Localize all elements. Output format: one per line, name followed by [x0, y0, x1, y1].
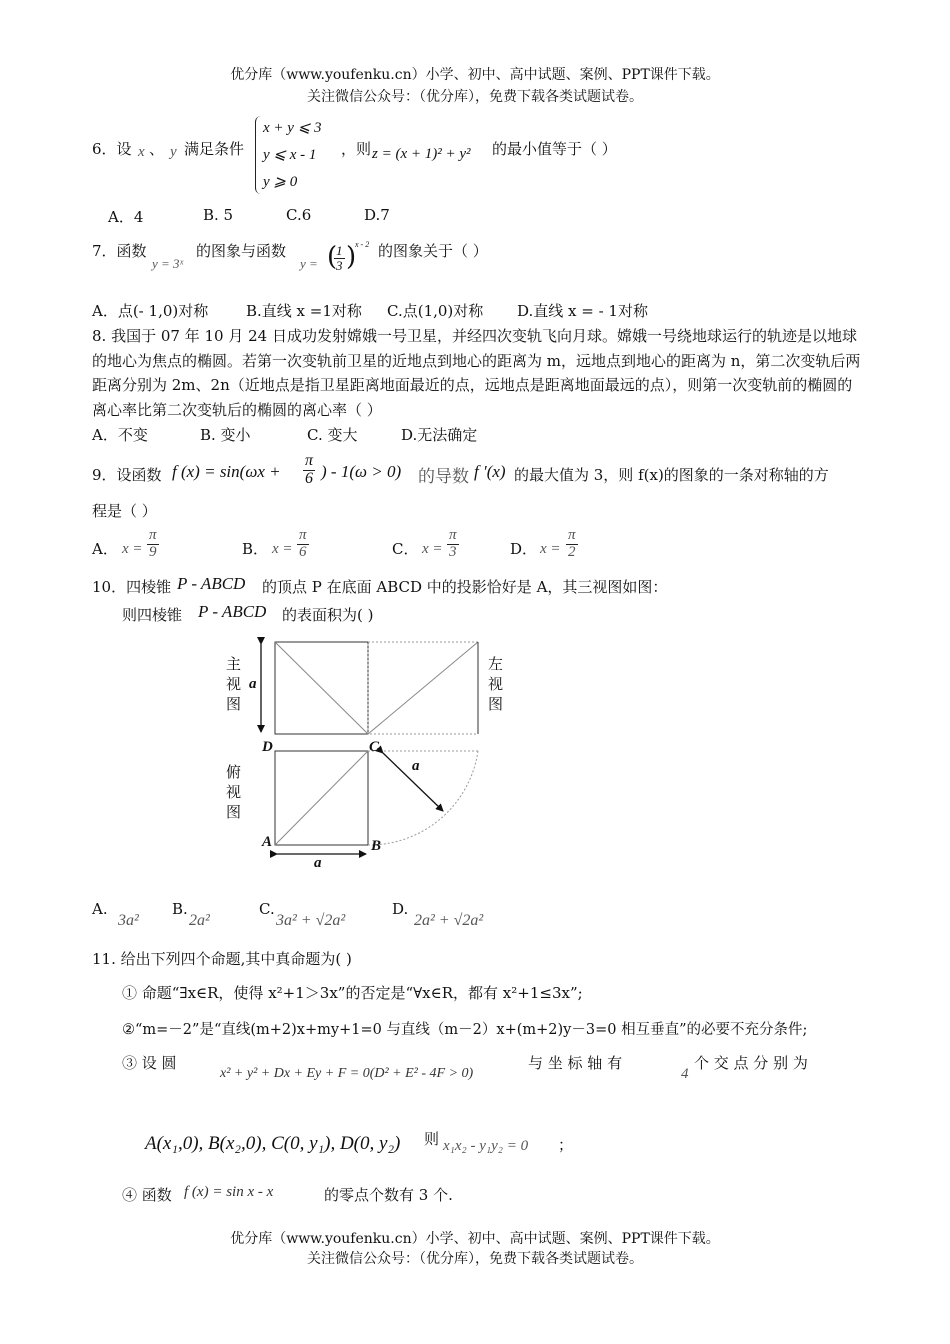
q7-f2-numerator: 1 [336, 243, 343, 258]
q9-prefix: 9．设函数 [92, 466, 162, 484]
quarter-arc [368, 751, 478, 845]
q11-p4-function: f (x) = sin x - x [184, 1184, 274, 1200]
label-a-radius: a [412, 758, 420, 774]
q7-f2-denominator: 3 [336, 257, 343, 273]
q6-expression: z = (x + 1)² + y² [372, 146, 471, 162]
footer-line-2: 关注微信公众号：（优分库），免费下载各类试题试卷。 [307, 1251, 643, 1267]
q11-p4-suffix: 的零点个数有 3 个. [324, 1186, 453, 1204]
q10-line2-suffix: 的表面积为( ) [282, 606, 374, 624]
q9-line-2: 程是（ ） [92, 502, 157, 520]
q9-option-a-frac [147, 528, 159, 561]
q6-option-d: D.7 [364, 206, 390, 224]
header-line-1: 优分库（www.youfenku.cn）小学、初中、高中试题、案例、PPT课件下载。 [230, 67, 720, 83]
q9-b-num: π [299, 527, 307, 543]
q8-option-d: D.无法确定 [401, 426, 478, 444]
q6-condition-2: y ⩽ x - 1 [263, 147, 317, 163]
q9-option-a-lhs: x = [122, 541, 143, 557]
q9-f-denominator: 6 [305, 469, 313, 487]
q6-prefix: 6．设 [92, 140, 132, 158]
q10-option-a-expr: 3a² [118, 912, 139, 929]
q8-option-c: C. 变大 [307, 426, 358, 444]
vertex-a-label: A [262, 834, 273, 850]
q9-b-den: 6 [299, 543, 307, 560]
top-view-label: 俯视图 [226, 763, 242, 821]
q10-line1-prefix: 10．四棱锥 [92, 578, 172, 596]
q7-prefix: 7．函数 [92, 242, 147, 260]
q10-option-c-expr: 3a² + √2a² [276, 912, 346, 929]
q9-derivative: f ′(x) [474, 462, 506, 481]
q11-proposition-2: ②“m=－2”是“直线(m+2)x+my+1=0 与直线（m－2）x+(m+2)y－3=0 相互垂直”的必要不充分条件; [122, 1022, 808, 1038]
q7-option-c: C.点(1,0)对称 [387, 302, 484, 320]
q8-text: 8. 我国于 07 年 10 月 24 日成功发射嫦娥一号卫星，并经四次变轨飞向月球。嫦娥一号绕地球运行的轨迹是以地球的地心为焦点的椭圆。若第一次变轨前卫星的近地点到地心的距离为 m，远地点到地心的距离为 n，第二次变轨后两距离分别为 2m、2n（近地点是指卫星距离地面最近的点，远地点是距离地面最远的点），则第一次变轨前的椭圆的离心率比第二次变轨后的椭圆的离心率（ ） [92, 327, 861, 419]
q11-p3-part-a: ③ 设 圆 [122, 1054, 177, 1072]
q6-cond-text: 满足条件 [184, 140, 245, 158]
label-a-horizontal: a [314, 855, 322, 871]
q11-p3-part-c: 个 交 点 分 别 为 [694, 1054, 808, 1072]
q9-option-c-lhs: x = [422, 541, 443, 557]
q7-paren-right: ) [346, 242, 357, 272]
q9-option-c-frac [447, 528, 459, 561]
q11-p3-equation: x² + y² + Dx + Ey + F = 0(D² + E² - 4F > 0) [220, 1066, 474, 1081]
q7-option-a: A．点(- 1,0)对称 [92, 302, 209, 320]
q9-fraction [303, 453, 315, 488]
q11-p3-count: 4 [681, 1066, 689, 1082]
q9-option-d-label: D． [510, 540, 538, 558]
q10-option-a-label: A. [92, 900, 108, 918]
q10-pyramid-1: P - ABCD [177, 574, 246, 593]
q11-p3-then: 则 [424, 1130, 440, 1148]
q7-fraction [334, 244, 345, 272]
q6-option-a: A．4 [108, 208, 144, 226]
q7-mid: 的图象与函数 [196, 242, 287, 260]
vertex-c-label: C [369, 739, 380, 755]
q10-line1-suffix: 的顶点 P 在底面 ABCD 中的投影恰好是 A，其三视图如图： [262, 578, 668, 596]
q10-option-d-label: D. [392, 900, 409, 918]
q8-option-a: A．不变 [92, 426, 148, 444]
q11-p3-part-b: 与 坐 标 轴 有 [528, 1054, 623, 1072]
q9-suffix: 的最大值为 3，则 f(x)的图象的一条对称轴的方 [514, 466, 829, 484]
q10-pyramid-2: P - ABCD [198, 602, 267, 621]
left-view-label: 左视图 [488, 655, 504, 713]
footer-line-1: 优分库（www.youfenku.cn）小学、初中、高中试题、案例、PPT课件下载。 [230, 1231, 720, 1247]
q9-option-d-lhs: x = [540, 541, 561, 557]
top-view-diagonal [275, 751, 368, 845]
vertex-d-label: D [262, 739, 273, 755]
q9-option-b-lhs: x = [272, 541, 293, 557]
q10-option-b-label: B. [172, 900, 188, 918]
label-a-vertical: a [249, 676, 257, 692]
vertex-b-label: B [371, 838, 382, 854]
q10-option-d-expr: 2a² + √2a² [414, 912, 484, 929]
header-line-2: 关注微信公众号：（优分库），免费下载各类试题试卷。 [307, 89, 643, 105]
q10-line2-prefix: 则四棱锥 [122, 606, 183, 624]
front-view-label: 主视图 [226, 655, 242, 713]
q7-f2-exponent: x - 2 [355, 240, 370, 249]
q7-f2-lhs: y = [300, 256, 318, 271]
q9-c-den: 3 [449, 543, 457, 560]
q11-p3-points: A(x₁,0), B(x₂,0), C(0, y₁), D(0, y₂) [145, 1133, 401, 1154]
q9-mid: 的导数 [418, 467, 469, 487]
q9-c-num: π [449, 527, 457, 543]
q11-p3-result: x₁x₂ - y₁y₂ = 0 [443, 1138, 529, 1154]
q9-option-b-label: B． [242, 540, 269, 558]
q7-function-1: y = 3ˣ [152, 256, 184, 271]
q7-paren-left: ( [327, 242, 338, 272]
q11-title: 11. 给出下列四个命题,其中真命题为( ) [92, 950, 352, 968]
q9-f-lhs: f (x) = sin(ωx + [172, 462, 281, 481]
front-view-diagonal [275, 642, 368, 734]
q11-proposition-1: ① 命题“∃x∈R，使得 x²+1＞3x”的否定是“∀x∈R，都有 x²+1≤3x”; [122, 984, 583, 1002]
q7-suffix: 的图象关于（ ） [378, 242, 488, 260]
q9-option-b-frac [297, 528, 309, 561]
q9-option-c-label: C． [392, 540, 419, 558]
q6-sep: 、 [149, 140, 165, 158]
q6-x: x [138, 144, 145, 160]
q10-option-c-label: C. [259, 900, 275, 918]
q6-condition-3: y ⩾ 0 [263, 174, 298, 190]
q6-option-c: C.6 [286, 206, 312, 224]
q9-option-d-frac [566, 528, 578, 561]
q6-suffix: 的最小值等于（ ） [492, 140, 617, 158]
q8-option-b: B. 变小 [200, 426, 251, 444]
q9-a-den: 9 [149, 543, 157, 560]
q9-f-rhs: ) - 1(ω > 0) [321, 462, 402, 481]
q9-d-den: 2 [568, 543, 576, 560]
q10-option-b-expr: 2a² [189, 912, 210, 929]
q11-p4-prefix: ④ 函数 [122, 1186, 172, 1204]
q6-y: y [170, 144, 177, 160]
q6-then: ，则 [341, 140, 372, 158]
q7-option-b: B.直线 x =1对称 [246, 302, 362, 320]
q11-p3-end: ； [558, 1136, 574, 1154]
q9-option-a-label: A． [92, 540, 118, 558]
q9-d-num: π [568, 527, 576, 543]
q6-option-b: B. 5 [203, 206, 234, 224]
q6-condition-1: x + y ⩽ 3 [263, 120, 322, 136]
q9-a-num: π [149, 527, 157, 543]
three-view-diagram [215, 635, 515, 875]
q9-f-numerator: π [305, 452, 314, 469]
q7-option-d: D.直线 x = - 1对称 [517, 302, 648, 320]
left-view-diagonal [368, 642, 478, 734]
